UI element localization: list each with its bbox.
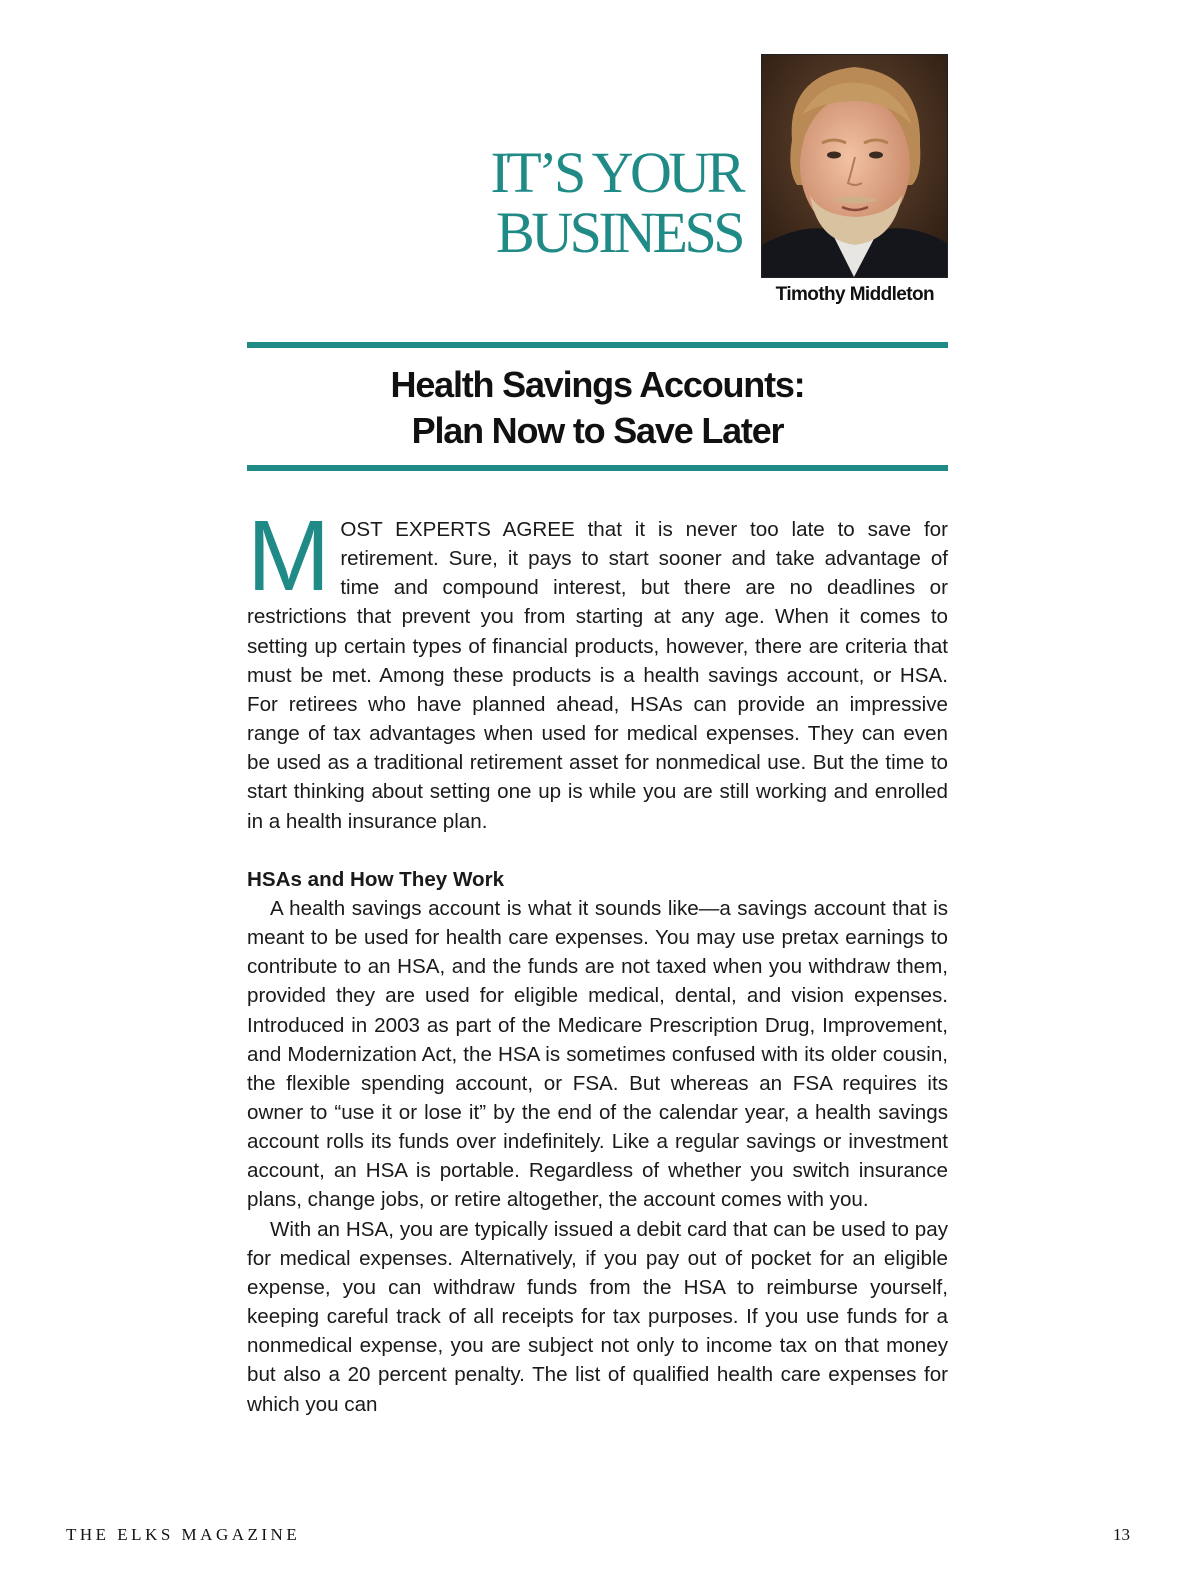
lead-caps: OST EXPERTS AGREE [340,518,575,541]
column-title-line1: IT’S YOUR [490,140,742,205]
drop-cap: M [247,500,331,612]
headline-line2: Plan Now to Save Later [411,410,784,451]
author-portrait-illustration [762,55,947,277]
paragraph-how-they-work: A health savings account is what it sounds like—a savings account that is meant to be used for health care expenses. You may use pretax earnings to contribute to an HSA, and the funds are not taxed when you withdraw them, provided they are used for eligible medical, dental, and vision expenses. Introduced in 2003 as part of the Medicare Prescription Drug, Improvement, and Modernization Act, the HSA is sometimes confused with its older cousin, the flexible spending account, or FSA. But whereas an FSA requires its owner to “use it or lose it” by the end of the calendar year, a health savings account rolls its funds over indefinitely. Like a regular savings or investment account, an HSA is portable. Regardless of whether you switch insurance plans, change jobs, or retire altogether, the account comes with you. [247,896,948,1212]
footer-magazine-name: THE ELKS MAGAZINE [66,1525,301,1544]
footer-page-number: 13 [1113,1525,1130,1544]
section-heading: HSAs and How They Work [247,867,505,891]
intro-text: that it is never too late to save for retirement. Sure, it pays to start sooner and take advantage of time and compound interest, but there are no deadlines or restrictions that prevent you from starting at any age. When it comes to setting up certain types of financial products, however, there are criteria that must be met. Among these products is a health savings account, or HSA. For retirees who have planned ahead, HSAs can provide an impressive range of tax advantages when used for medical expenses. They can even be used as a traditional retirement asset for nonmedical use. But the time to start thinking about setting one up is while you are still working and enrolled in a health insurance plan. [247,518,948,833]
column-title [440,140,742,265]
headline-rule-top [247,342,948,348]
author-portrait [761,54,948,278]
author-name: Timothy Middleton [775,284,934,305]
paragraph-debit-card: With an HSA, you are typically issued a debit card that can be used to pay for medical expenses. Alternatively, if you pay out of pocket for an eligible expense, you can withdraw funds from the HSA to reimburse yourself, keeping careful track of all receipts for tax purposes. If you use funds for a nonmedical expense, you are subject not only to income tax on that money but also a 20 percent penalty. The list of qualified health care expenses for which you can [247,1217,948,1416]
intro-paragraph [247,500,948,836]
column-title-line2: BUSINESS [496,200,742,265]
article-body [247,500,948,1419]
headline [247,362,948,454]
headline-line1: Health Savings Accounts: [390,364,805,405]
headline-rule-bottom [247,465,948,471]
